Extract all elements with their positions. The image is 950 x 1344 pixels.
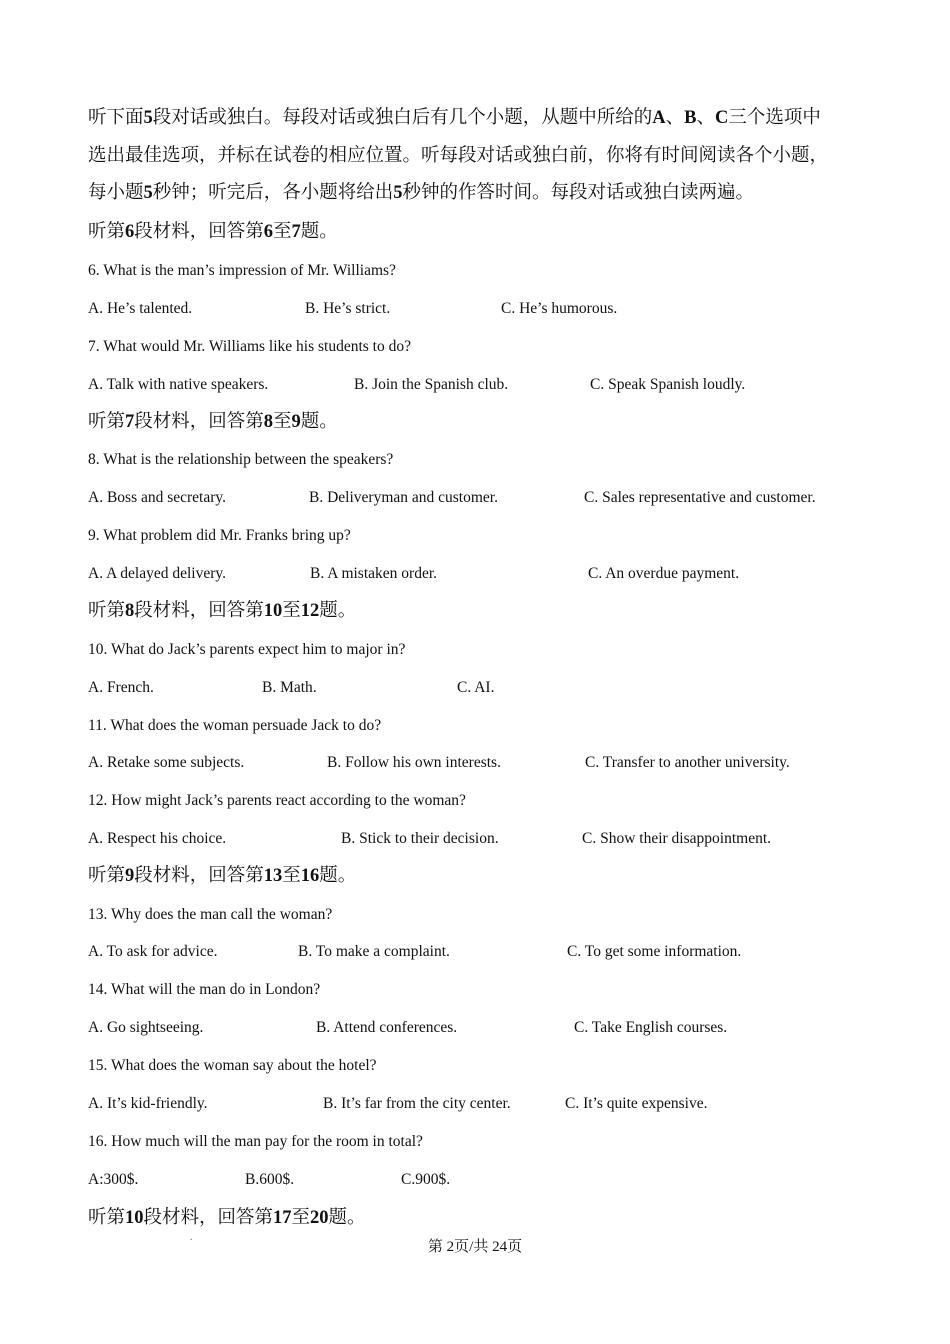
option-12a: A. Respect his choice. (88, 830, 227, 847)
question-12: 12. How might Jack’s parents react according to the woman? (88, 792, 466, 809)
question-13: 13. Why does the man call the woman? (88, 906, 333, 923)
section-heading-9: 听第9段材料，回答第13至16题。 (88, 866, 357, 886)
section-heading-6: 听第6段材料，回答第6至7题。 (88, 222, 338, 242)
option-12b: B. Stick to their decision. (341, 830, 499, 847)
option-9a: A. A delayed delivery. (88, 565, 227, 582)
instructions-line-2: 选出最佳选项，并标在试卷的相应位置。听每段对话或独白前，你将有时间阅读各个小题， (88, 145, 829, 166)
option-8a: A. Boss and secretary. (88, 489, 227, 506)
stray-dot: . (190, 1232, 193, 1243)
option-15a: A. It’s kid-friendly. (88, 1095, 208, 1112)
section-heading-7: 听第7段材料，回答第8至9题。 (88, 412, 338, 432)
option-10c: C. AI. (457, 679, 495, 696)
page-number: 第 2页/共 24页 (427, 1239, 523, 1255)
question-15: 15. What does the woman say about the hotel? (88, 1057, 377, 1074)
option-16a: A:300$. (88, 1171, 139, 1188)
option-11c: C. Transfer to another university. (585, 754, 790, 771)
option-10a: A. French. (88, 679, 154, 696)
option-13c: C. To get some information. (567, 943, 742, 960)
option-15b: B. It’s far from the city center. (323, 1095, 511, 1112)
question-10: 10. What do Jack’s parents expect him to major in? (88, 641, 406, 658)
option-13a: A. To ask for advice. (88, 943, 218, 960)
option-8b: B. Deliveryman and customer. (309, 489, 498, 506)
section-heading-8: 听第8段材料，回答第10至12题。 (88, 601, 357, 621)
question-7: 7. What would Mr. Williams like his students to do? (88, 338, 411, 355)
question-9: 9. What problem did Mr. Franks bring up? (88, 527, 351, 544)
instructions-line-3: 每小题5秒钟；听完后，各小题将给出5秒钟的作答时间。每段对话或独白读两遍。 (88, 183, 755, 203)
option-6c: C. He’s humorous. (501, 300, 618, 317)
question-6: 6. What is the man’s impression of Mr. Williams? (88, 262, 396, 279)
option-16c: C.900$. (401, 1171, 451, 1188)
option-6a: A. He’s talented. (88, 300, 193, 317)
option-11a: A. Retake some subjects. (88, 754, 245, 771)
option-16b: B.600$. (245, 1171, 295, 1188)
option-7c: C. Speak Spanish loudly. (590, 376, 746, 393)
option-10b: B. Math. (262, 679, 317, 696)
option-9b: B. A mistaken order. (310, 565, 438, 582)
option-8c: C. Sales representative and customer. (584, 489, 816, 506)
question-14: 14. What will the man do in London? (88, 981, 321, 998)
option-13b: B. To make a complaint. (298, 943, 450, 960)
option-9c: C. An overdue payment. (588, 565, 740, 582)
option-7b: B. Join the Spanish club. (354, 376, 509, 393)
option-14c: C. Take English courses. (574, 1019, 728, 1036)
option-7a: A. Talk with native speakers. (88, 376, 269, 393)
question-16: 16. How much will the man pay for the room in total? (88, 1133, 423, 1150)
question-11: 11. What does the woman persuade Jack to do? (88, 717, 382, 734)
question-8: 8. What is the relationship between the speakers? (88, 451, 394, 468)
instructions-line-1: 听下面5段对话或独白。每段对话或独白后有几个小题，从题中所给的A、B、C三个选项中 (88, 108, 821, 128)
option-14b: B. Attend conferences. (316, 1019, 458, 1036)
instructions-paragraph (88, 100, 888, 213)
option-11b: B. Follow his own interests. (327, 754, 501, 771)
option-6b: B. He’s strict. (305, 300, 391, 317)
option-15c: C. It’s quite expensive. (565, 1095, 708, 1112)
option-12c: C. Show their disappointment. (582, 830, 772, 847)
option-14a: A. Go sightseeing. (88, 1019, 204, 1036)
section-heading-10: 听第10段材料，回答第17至20题。 (88, 1208, 366, 1228)
